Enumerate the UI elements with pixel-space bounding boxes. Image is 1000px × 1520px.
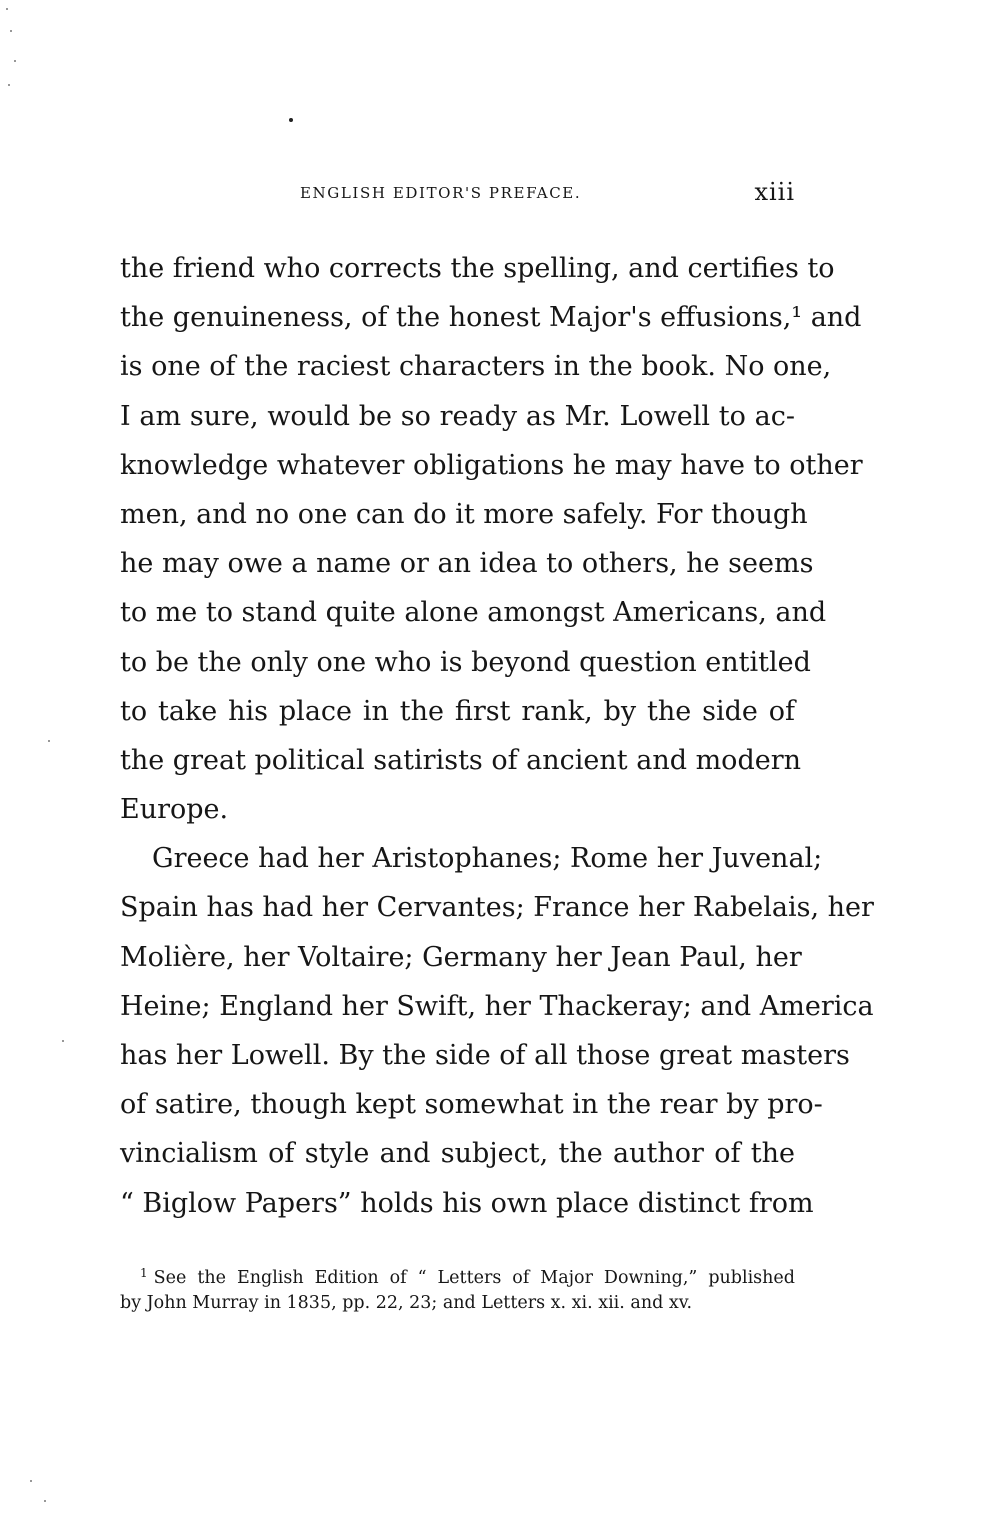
text-line: the great political satirists of ancient and modern: [120, 744, 801, 776]
scan-speck: [8, 84, 10, 86]
scan-speck: [10, 30, 12, 32]
page-number: xiii: [754, 178, 795, 206]
text-line: to take his place in the first rank, by the side of: [120, 695, 795, 727]
scan-speck: [289, 118, 293, 122]
text-line: Molière, her Voltaire; Germany her Jean Paul, her: [120, 941, 802, 973]
running-title: ENGLISH EDITOR'S PREFACE.: [300, 184, 582, 202]
text-line: knowledge whatever obligations he may have to other: [120, 449, 863, 481]
text-line: “ Biglow Papers” holds his own place distinct from: [120, 1187, 814, 1219]
text-line: to me to stand quite alone amongst Americans, and: [120, 597, 827, 629]
scan-speck: [48, 740, 50, 742]
footnote-text: See the English Edition of “ Letters of Major Downing,” published: [153, 1268, 795, 1288]
text-line: of satire, though kept somewhat in the rear by pro-: [120, 1089, 823, 1121]
page-header: [120, 178, 795, 214]
text-line: has her Lowell. By the side of all those great masters: [120, 1040, 850, 1071]
footnote: [120, 1258, 795, 1318]
text-line: Greece had her Aristophanes; Rome her Juvenal;: [152, 843, 823, 875]
text-line: men, and no one can do it more safely. For though: [120, 498, 808, 530]
text-line: is one of the raciest characters in the book. No one,: [120, 351, 832, 383]
text-line: he may owe a name or an idea to others, he seems: [120, 548, 814, 580]
text-line: Europe.: [120, 794, 229, 826]
text-line: vincialism of style and subject, the author of the: [120, 1138, 795, 1170]
footnote-line: by John Murray in 1835, pp. 22, 23; and Letters x. xi. xii. and xv.: [120, 1293, 693, 1313]
footnote-line: [120, 1258, 795, 1288]
footnote-mark: 1: [140, 1266, 148, 1280]
text-line: the genuineness, of the honest Major's effusions,¹ and: [120, 302, 862, 334]
scan-speck: [44, 1500, 46, 1502]
text-line: Heine; England her Swift, her Thackeray; and America: [120, 990, 874, 1022]
body-text: [120, 244, 874, 1228]
text-line: Spain has had her Cervantes; France her Rabelais, her: [120, 892, 874, 924]
text-line: I am sure, would be so ready as Mr. Lowell to ac-: [120, 400, 795, 432]
text-line: the friend who corrects the spelling, and certifies to: [120, 253, 835, 284]
scan-speck: [14, 60, 16, 62]
scan-speck: [6, 8, 8, 10]
scan-speck: [62, 1040, 64, 1042]
scan-speck: [30, 1480, 32, 1482]
text-line: to be the only one who is beyond question entitled: [120, 646, 811, 678]
